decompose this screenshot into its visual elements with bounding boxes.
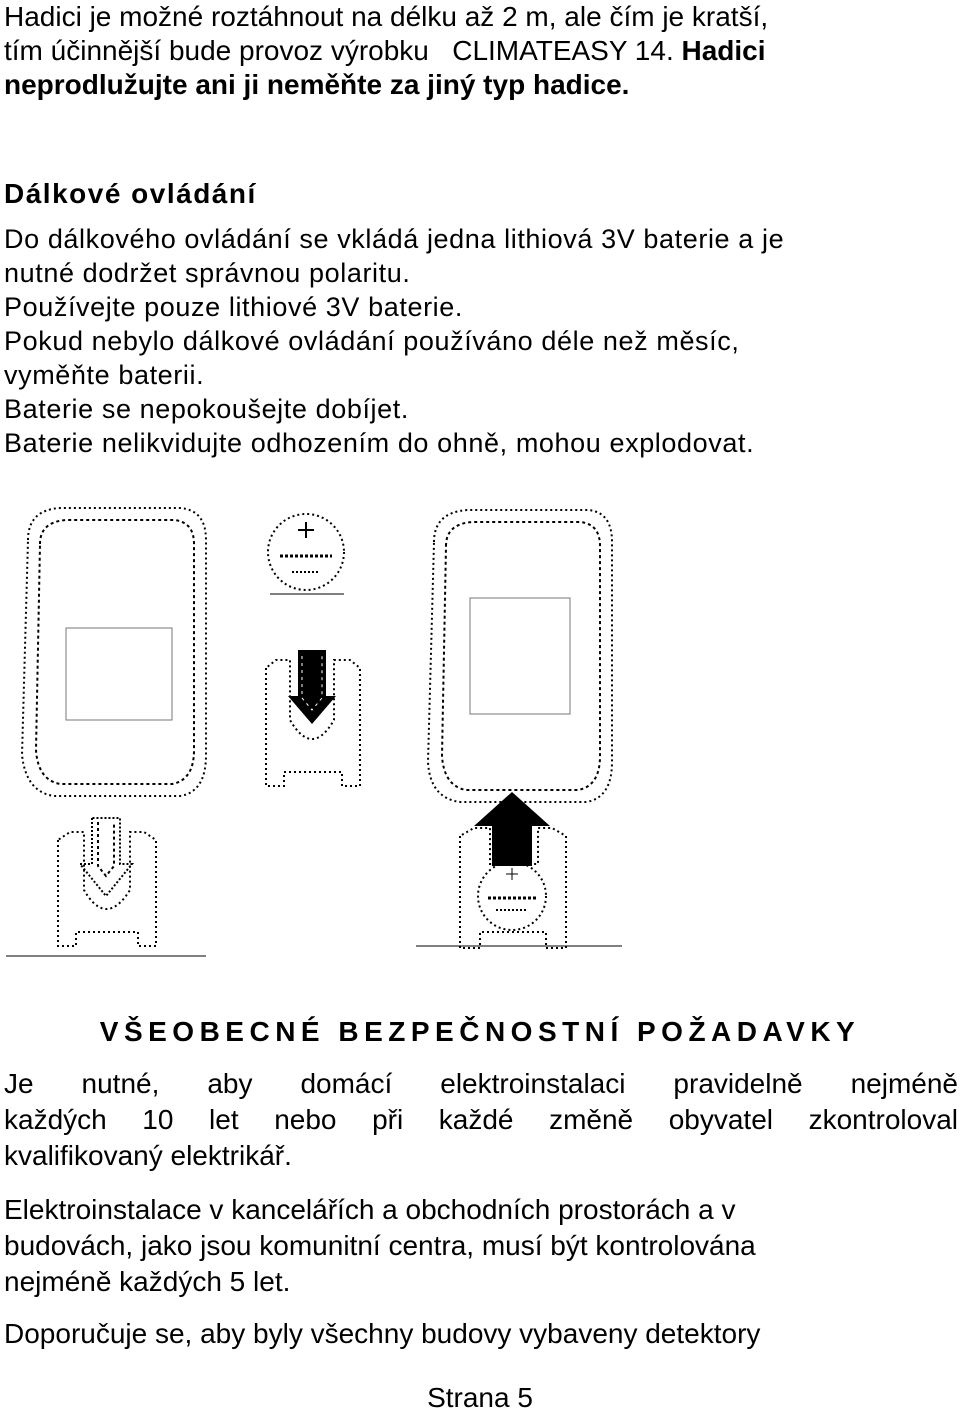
battery-coin-illustration — [268, 514, 344, 594]
safety-p3-line: Doporučuje se, aby byly všechny budovy vybaveny detektory — [4, 1318, 761, 1349]
battery-holder-illustration-right — [416, 792, 622, 948]
remote-section-body — [4, 222, 784, 460]
safety-paragraph-1 — [4, 1066, 958, 1174]
remote-line: Používejte pouze lithiové 3V baterie. — [4, 292, 463, 322]
remote-line: Baterie se nepokoušejte dobíjet. — [4, 394, 409, 424]
remote-line: Do dálkového ovládání se vkládá jedna lithiová 3V baterie a je — [4, 224, 785, 254]
hose-line-3: neprodlužujte ani ji neměňte za jiný typ hadice. — [4, 69, 630, 100]
remote-control-illustration-right — [428, 510, 612, 802]
battery-replacement-illustrations — [0, 500, 960, 970]
safety-p1-line: kvalifikovaný elektrikář. — [4, 1140, 292, 1171]
battery-holder-illustration-middle — [266, 650, 360, 786]
safety-section-title: VŠEOBECNÉ BEZPEČNOSTNÍ POŽADAVKY — [99, 1016, 861, 1047]
remote-section-title: Dálkové ovládání — [4, 178, 257, 209]
safety-paragraph-2 — [4, 1192, 958, 1300]
hose-paragraph — [4, 0, 768, 102]
hose-line-2 — [4, 34, 768, 68]
hose-line-1: Hadici je možné roztáhnout na délku až 2 m, ale čím je kratší, — [4, 1, 769, 32]
remote-line: nutné dodržet správnou polaritu. — [4, 258, 411, 288]
page-number: Strana 5 — [427, 1382, 533, 1413]
safety-p2-line: budovách, jako jsou komunitní centra, musí být kontrolována — [4, 1230, 756, 1261]
safety-p1-line: každých 10 let nebo při každé změně obyvatel zkontroloval — [4, 1104, 958, 1135]
safety-p2-line: nejméně každých 5 let. — [4, 1266, 291, 1297]
safety-paragraph-3 — [4, 1316, 958, 1352]
remote-control-illustration-left — [22, 508, 206, 796]
remote-line: Baterie nelikvidujte odhozením do ohně, mohou explodovat. — [4, 428, 755, 458]
safety-p1-line: Je nutné, aby domácí elektroinstalaci pravidelně nejméně — [4, 1068, 958, 1099]
safety-p2-line: Elektroinstalace v kancelářích a obchodních prostorách a v — [4, 1194, 736, 1225]
hose-line-2-bold: Hadici — [681, 35, 766, 66]
hose-line-2-text: tím účinnější bude provoz výrobku CLIMATEASY 14. — [4, 35, 682, 66]
remote-line: Pokud nebylo dálkové ovládání používáno déle než měsíc, — [4, 326, 740, 356]
battery-holder-illustration-left — [6, 818, 206, 956]
remote-line: vyměňte baterii. — [4, 360, 205, 390]
